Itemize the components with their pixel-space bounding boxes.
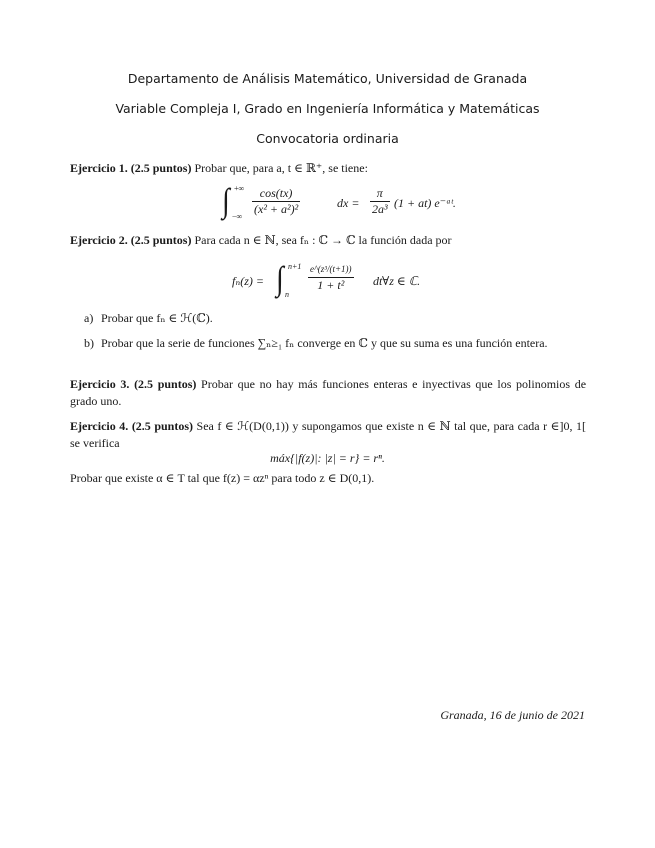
integrand-denominator: (x² + a²)² xyxy=(254,202,299,216)
exercise-1-text: Probar que, para a, t ∈ ℝ⁺, se tiene: xyxy=(194,161,368,175)
exercise-1-statement xyxy=(70,160,586,177)
exercise-1-title: Ejercicio 1. xyxy=(70,161,128,175)
differential-dx: dx = xyxy=(337,196,360,210)
result-denominator: 2a³ xyxy=(372,202,388,216)
exercise-1-points: (2.5 puntos) xyxy=(130,161,192,175)
integrand-numerator-2: e^(z³/(t+1)) xyxy=(308,262,354,278)
integrand-denominator-2: 1 + t² xyxy=(317,278,345,292)
exercise-4-conclusion: Probar que existe α ∈ T tal que f(z) = αzⁿ para todo z ∈ D(0,1). xyxy=(70,471,375,485)
integral-lower-limit: −∞ xyxy=(232,212,243,221)
result-numerator: π xyxy=(370,186,390,202)
item-text: Probar que la serie de funciones ∑ₙ≥₁ fₙ converge en ℂ y que su suma es una función entera. xyxy=(101,336,548,350)
integrand-numerator: cos(tx) xyxy=(252,186,300,202)
integral-sign-2: ∫ xyxy=(276,260,284,298)
exercise-2-item-b xyxy=(84,335,586,351)
exercise-4-points: (2.5 puntos) xyxy=(131,419,194,433)
integral-lower-limit-2: n xyxy=(285,290,289,299)
exercise-2-text: Para cada n ∈ ℕ, sea fₙ : ℂ → ℂ la función dada por xyxy=(194,233,452,247)
exercise-4-title: Ejercicio 4. xyxy=(70,419,129,433)
exercise-4-statement xyxy=(70,418,586,452)
item-text: Probar que fₙ ∈ ℋ(ℂ). xyxy=(101,311,213,325)
exam-session-heading: Convocatoria ordinaria xyxy=(256,131,399,146)
integrand-fraction xyxy=(252,186,300,217)
integral-upper-limit-2: n+1 xyxy=(288,262,302,271)
exercise-4-equation: máx{|f(z)|: |z| = r} = rⁿ. xyxy=(270,451,385,465)
exercise-2-points: (2.5 puntos) xyxy=(130,233,192,247)
differential-dt: dt xyxy=(373,274,383,288)
item-label: b) xyxy=(84,336,94,350)
integral-upper-limit: +∞ xyxy=(234,184,245,193)
result-fraction xyxy=(370,186,390,217)
forall-clause: ∀z ∈ ℂ. xyxy=(382,274,421,288)
function-lhs: fₙ(z) = xyxy=(232,274,264,288)
integral-sign: ∫ xyxy=(222,182,230,220)
exercise-1-equation xyxy=(222,182,456,224)
integrand-fraction-2 xyxy=(308,262,354,293)
exercise-2-item-a xyxy=(84,310,586,326)
exercise-3-points: (2.5 puntos) xyxy=(134,377,197,391)
signature-date: Granada, 16 de junio de 2021 xyxy=(440,708,585,722)
exercise-2-title: Ejercicio 2. xyxy=(70,233,128,247)
department-heading: Departamento de Análisis Matemático, Universidad de Granada xyxy=(127,71,528,86)
course-heading: Variable Compleja I, Grado en Ingeniería Informática y Matemáticas xyxy=(115,101,540,116)
exercise-4-text: Sea f ∈ ℋ(D(0,1)) y supongamos que existe n ∈ ℕ tal que, para cada r ∈]0, 1[ se verifica xyxy=(70,419,587,450)
result-tail: (1 + at) e⁻ᵃᵗ. xyxy=(394,196,456,210)
exercise-3-text: Probar que no hay más funciones enteras e inyectivas que los polinomios de grado uno. xyxy=(70,377,587,408)
exercise-3-title: Ejercicio 3. xyxy=(70,377,130,391)
exercise-2-statement xyxy=(70,232,586,249)
exercise-3-statement xyxy=(70,376,586,410)
item-label: a) xyxy=(84,311,94,325)
